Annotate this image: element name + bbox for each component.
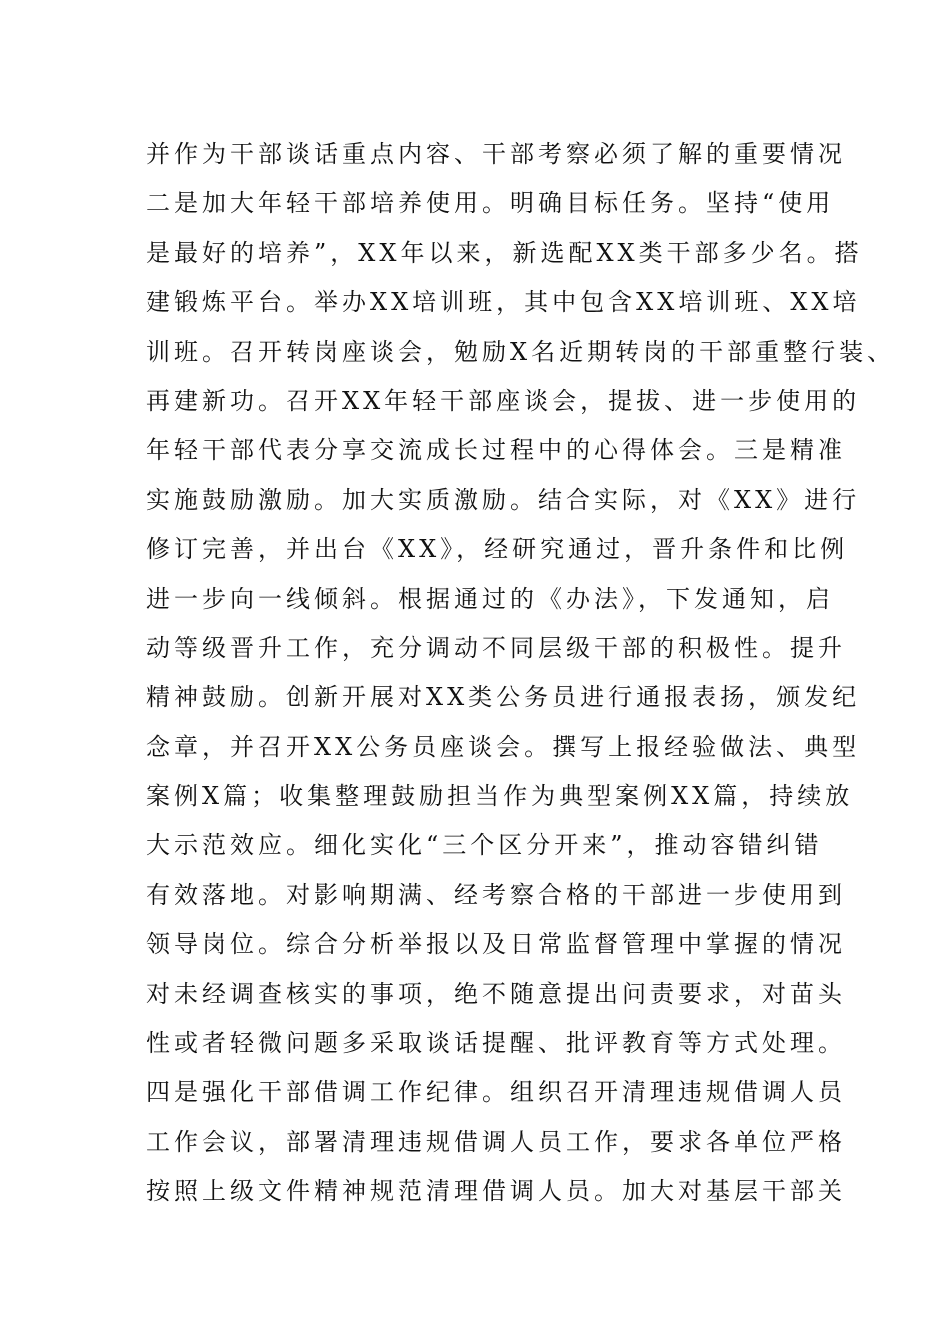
text-line: 对未经调查核实的事项，绝不随意提出问责要求，对苗头 <box>146 979 846 1008</box>
text-line: 性或者轻微问题多采取谈话提醒、批评教育等方式处理。 <box>146 1029 846 1058</box>
text-line: 修订完善，并出台《XX》，经研究通过，晋升条件和比例 <box>146 535 849 564</box>
text-line: 大示范效应。细化实化“三个区分开来”，推动容错纠错 <box>146 831 823 860</box>
text-line: 实施鼓励激励。加大实质激励。结合实际，对《XX》进行 <box>146 485 861 514</box>
body-text <box>146 130 896 1217</box>
text-line: 并作为干部谈话重点内容、干部考察必须了解的重要情况 <box>146 140 846 168</box>
text-line: 按照上级文件精神规范清理借调人员。加大对基层干部关 <box>146 1177 846 1206</box>
text-line: 年轻干部代表分享交流成长过程中的心得体会。三是精准 <box>146 436 846 465</box>
text-line: 再建新功。召开XX年轻干部座谈会，提拔、进一步使用的 <box>146 386 861 415</box>
text-line: 进一步向一线倾斜。根据通过的《办法》，下发通知，启 <box>146 584 834 613</box>
text-line: 案例X篇；收集整理鼓励担当作为典型案例XX篇，持续放 <box>146 782 854 811</box>
text-line: 有效落地。对影响期满、经考察合格的干部进一步使用到 <box>146 880 846 909</box>
text-line: 动等级晋升工作，充分调动不同层级干部的积极性。提升 <box>146 633 846 662</box>
text-line: 领导岗位。综合分析举报以及日常监督管理中掌握的情况 <box>146 930 846 959</box>
text-line: 二是加大年轻干部培养使用。明确目标任务。坚持“使用 <box>146 189 835 218</box>
text-line: 念章，并召开XX公务员座谈会。撰写上报经验做法、典型 <box>146 732 861 761</box>
text-line: 训班。召开转岗座谈会，勉励X名近期转岗的干部重整行装、 <box>146 337 896 366</box>
text-line: 四是强化干部借调工作纪律。组织召开清理违规借调人员 <box>146 1078 846 1107</box>
text-line: 建锻炼平台。举办XX培训班，其中包含XX培训班、XX培 <box>146 288 861 317</box>
text-line: 是最好的培养”，XX年以来，新选配XX类干部多少名。搭 <box>146 238 863 267</box>
text-line: 精神鼓励。创新开展对XX类公务员进行通报表扬，颁发纪 <box>146 683 861 712</box>
text-line: 工作会议，部署清理违规借调人员工作，要求各单位严格 <box>146 1127 846 1156</box>
